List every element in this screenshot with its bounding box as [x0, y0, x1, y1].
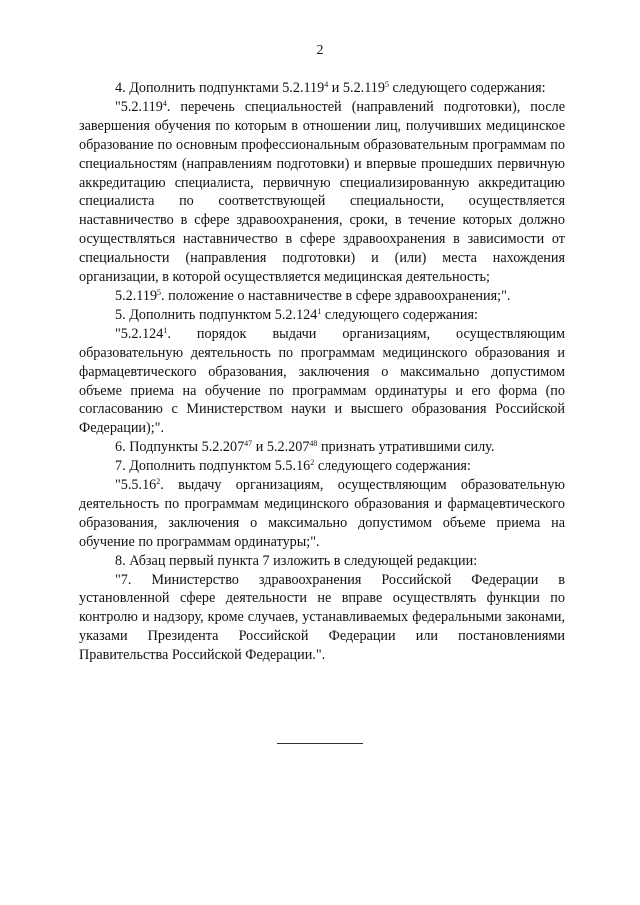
text-run: . порядок выдачи организациям, осуществляющим образовательную деятельность по программам медицинского образования и фармацевтического образования, заключения о максимально допустимом объеме приема на обучение по программам ординатуры и его форма (по согласованию с Министерством науки и высшего образования Российской Федерации);".	[79, 325, 565, 437]
superscript: 48	[309, 439, 318, 449]
text-run: "7. Министерство здравоохранения Российской Федерации в установленной сфере деятельности не вправе осуществлять функции по контролю и надзору, кроме случаев, устанавливаемых федеральными законами, указами Президента Российской Федерации или постановлениями Правительства Российской Федерации.".	[79, 571, 565, 664]
superscript: 47	[244, 439, 253, 449]
text-run: 7. Дополнить подпунктом 5.5.16	[115, 458, 311, 475]
paragraph-p4	[79, 79, 565, 98]
text-run: 4. Дополнить подпунктами 5.2.119	[115, 80, 325, 96]
text-run: следующего содержания:	[314, 458, 471, 475]
text-run: . положение о наставничестве в сфере здравоохранения;".	[161, 287, 511, 304]
text-run: и 5.2.119	[328, 80, 385, 96]
text-run: 5. Дополнить подпунктом 5.2.124	[115, 306, 318, 323]
text-run: следующего содержания:	[321, 306, 478, 323]
text-run: . выдачу организациям, осуществляющим образовательную деятельность по программам медицинского образования и фармацевтического образования, заключения о максимально допустимом объеме приема на обучение по программам ординатуры;".	[79, 477, 565, 550]
paragraph-p7	[79, 457, 565, 476]
text-run: следующего содержания:	[388, 80, 546, 96]
paragraph-p5a	[79, 325, 565, 438]
superscript: 2	[310, 458, 315, 468]
end-separator-line	[277, 743, 363, 744]
paragraph-p8a	[79, 571, 565, 666]
superscript: 4	[324, 80, 329, 89]
page-number: 2	[316, 43, 324, 58]
superscript: 1	[163, 325, 168, 335]
paragraph-p8	[79, 552, 565, 571]
text-run: 5.2.119	[115, 287, 158, 304]
superscript: 1	[317, 306, 322, 316]
superscript: 5	[384, 80, 389, 89]
superscript: 5	[157, 287, 162, 297]
text-run: 8. Абзац первый пункта 7 изложить в следующей редакции:	[115, 552, 478, 569]
text-run: "5.5.16	[115, 477, 157, 494]
paragraph-p5	[79, 306, 565, 325]
text-run: "5.2.119	[115, 98, 163, 115]
paragraph-p7a	[79, 476, 565, 552]
superscript: 2	[156, 477, 161, 487]
superscript: 4	[162, 98, 167, 108]
text-run: . перечень специальностей (направлений подготовки), после завершения обучения по которым в отношении лиц, получивших медицинское образование по основным профессиональным образовательным программам по специальностям (направлениям подготовки) и впервые прошедших первичную аккредитацию специалиста, первичную специализированную аккредитацию специалиста по соответствующей специальности, осуществляется наставничество в сфере здравоохранения, сроки, в течение которых должно осуществляться наставничество в сфере здравоохранения в зависимости от специальности (направления подготовки) и (или) места нахождения организации, в которой осуществляется медицинская деятельность;	[79, 98, 565, 286]
paragraph-p4b	[79, 287, 565, 306]
text-run: 6. Подпункты 5.2.207	[115, 439, 245, 456]
text-run: и 5.2.207	[252, 439, 310, 456]
text-run: "5.2.124	[115, 325, 164, 342]
text-run: признать утратившими силу.	[317, 439, 495, 456]
paragraph-p6	[79, 438, 565, 457]
document-body	[79, 79, 565, 665]
paragraph-p4a	[79, 98, 565, 287]
